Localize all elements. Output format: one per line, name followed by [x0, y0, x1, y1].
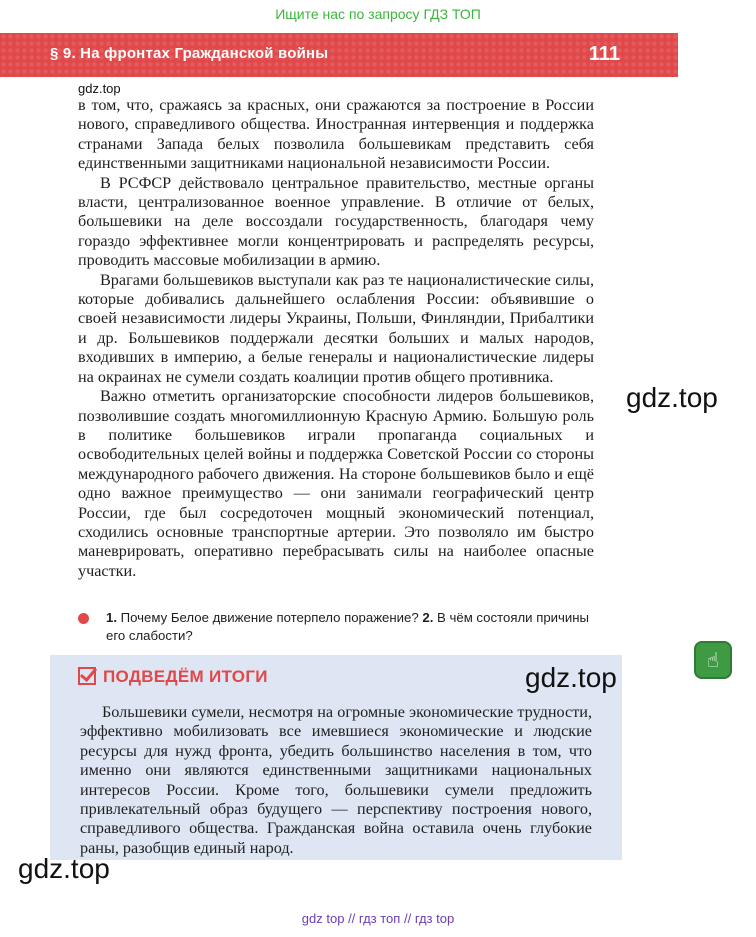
page-number: 111	[588, 43, 620, 65]
paragraph: в том, что, сражаясь за красных, они сражаются за построение в России нового, справедливого общества. Иностранная интервенция и поддержка странами Запада белых позволила большевикам представить себя единственными защитниками национальной независимости России.	[78, 96, 594, 173]
link-separator: //	[403, 911, 412, 926]
checkmark-icon	[78, 667, 96, 685]
paragraph: Важно отметить организаторские способности лидеров большевиков, позволившие создать многомиллионную Красную Армию. Большую роль в политике большевиков играли пропаганда социальных и освободительных целей войны и поддержка Советской России со стороны международного рабочего движения. На стороне большевиков было и ещё одно важное преимущество — они занимали географический центр России, где был сосредоточен мощный экономический потенциал, сходились основные транспортные артерии. Это позволяло им быстро маневрировать, оперативно перебрасывать силы на наиболее опасные участки.	[78, 387, 594, 580]
question-bullet-icon	[78, 613, 89, 624]
bottom-link[interactable]: гдз top	[414, 911, 455, 926]
watermark-big: gdz.top	[626, 382, 718, 413]
question-number: 2.	[422, 610, 434, 625]
top-search-hint[interactable]: Ищите нас по запросу ГДЗ ТОП	[275, 6, 481, 22]
section-title: § 9. На фронтах Гражданской войны	[50, 45, 329, 62]
review-questions	[78, 609, 598, 645]
main-text	[78, 96, 594, 581]
watermark-big: gdz.top	[18, 853, 110, 884]
watermark-small: gdz.top	[78, 81, 121, 96]
summary-heading	[78, 667, 268, 687]
summary-heading-label: ПОДВЕДЁМ ИТОГИ	[103, 667, 268, 686]
bottom-link[interactable]: gdz top	[301, 911, 345, 926]
link-separator: //	[348, 911, 356, 926]
paragraph: Врагами большевиков выступали как раз те националистические силы, которые добивались дальнейшего ослабления России: объявившие о своей независимости лидеры Украины, Польши, Финляндии, Прибалтики и др. Большевиков поддержали десятки больших и малых народов, входивших в империю, а белые генералы и националистические лидеры на окраинах не сумели создать коалиции против общего противника.	[78, 270, 594, 386]
hand-pointer-icon[interactable]: ☝	[694, 641, 732, 679]
question-2: В чём состояли причины его слабости?	[106, 610, 590, 643]
section-header-banner	[0, 33, 678, 77]
question-number: 1.	[106, 610, 117, 625]
paragraph: В РСФСР действовало центральное правительство, местные органы власти, централизованное военное управление. В отличие от белых, большевики на деле воссоздали государственность, благодаря чему гораздо эффективнее могли концентрировать и распределять ресурсы, проводить массовые мобилизации в армию.	[78, 173, 594, 270]
summary-text: Большевики сумели, несмотря на огромные экономические трудности, эффективно мобилизовать все имевшиеся экономические и людские ресурсы для нужд фронта, убедить большинство населения в том, что именно они являются единственными защитниками национальных интересов России. Кроме того, большевики сумели предложить привлекательный образ будущего — перспективу построения нового, справедливого общества. Гражданская война оставила очень глубокие раны, разобщив единый народ.	[80, 703, 592, 857]
bottom-link[interactable]: гдз топ	[358, 911, 401, 926]
watermark-big: gdz.top	[525, 662, 617, 693]
question-1: Почему Белое движение потерпело поражение?	[117, 610, 423, 625]
bottom-links	[0, 911, 756, 926]
question-text	[106, 609, 598, 645]
